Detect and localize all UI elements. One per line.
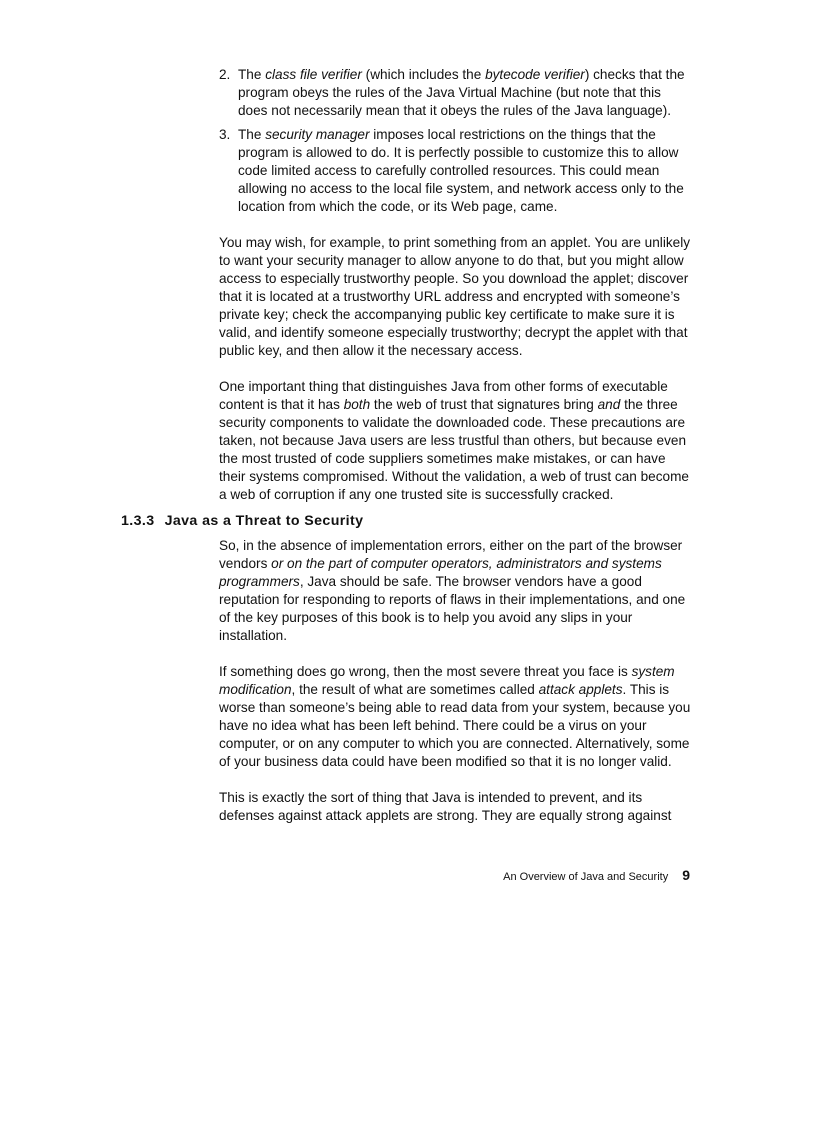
term-security-manager: security manager	[265, 127, 370, 142]
list-item-number: 2.	[219, 67, 231, 82]
list-item: 3. The security manager imposes local restrictions on the things that the program is allowed to do. It is perfectly possible to customize this to allow code limited access to carefully controlled resources. This could mean allowing no access to the local file system, and network access only to the location from which the code, or its Web page, came.	[219, 127, 684, 214]
paragraph-safety: So, in the absence of implementation errors, either on the part of the browser vendors or on the part of computer operators, administrators and systems programmers, Java should be safe. The browser vendors have a good reputation for responding to reports of flaws in their implementations, and one of the key purposes of this book is to help you avoid any slips in your installation.	[219, 538, 686, 643]
page-footer	[503, 867, 690, 883]
section-number: 1.3.3	[121, 513, 155, 529]
upper-text-block	[219, 66, 691, 522]
term-bytecode-verifier: bytecode verifier	[485, 67, 585, 82]
lower-text-block	[219, 537, 691, 843]
section-heading	[121, 513, 363, 529]
paragraph-web-of-trust: One important thing that distinguishes Java from other forms of executable content is that it has both the web of trust that signatures bring and the three security components to validate the downloaded code. These precautions are taken, not because Java users are less trustful than others, but because even the most trusted of code suppliers sometimes make mistakes, or can have their systems compromised. Without the validation, a web of trust can become a web of corruption if any one trusted site is successfully cracked.	[219, 379, 689, 502]
paragraph-system-modification: If something does go wrong, then the most severe threat you face is system modification, the result of what are sometimes called attack applets. This is worse than someone’s being able to read data from your system, because you have no idea what has been left behind. There could be a virus on your computer, or on any computer to which you are connected. Alternatively, some of your business data could have been modified so that it is no longer valid.	[219, 664, 691, 769]
section-title: Java as a Threat to Security	[164, 513, 364, 529]
paragraph-defenses: This is exactly the sort of thing that Java is intended to prevent, and its defenses against attack applets are strong. They are equally strong against	[219, 790, 672, 823]
list-item-number: 3.	[219, 127, 231, 142]
paragraph-print-example: You may wish, for example, to print something from an applet. You are unlikely to want your security manager to allow anyone to do that, but you might allow access to especially trustworthy people. So you download the applet; discover that it is located at a trustworthy URL address and encrypted with someone’s private key; check the accompanying public key certificate to make sure it is valid, and identify someone especially trustworthy; decrypt the applet with that public key, and then allow it the necessary access.	[219, 235, 691, 358]
list-item: 2. The class file verifier (which includes the bytecode verifier) checks that the program obeys the rules of the Java Virtual Machine (but note that this does not necessarily mean that it obeys the rules of the Java language).	[219, 67, 685, 118]
numbered-list	[219, 66, 691, 216]
term-class-file-verifier: class file verifier	[265, 67, 362, 82]
footer-title: An Overview of Java and Security	[503, 871, 669, 883]
page-number: 9	[682, 867, 690, 883]
